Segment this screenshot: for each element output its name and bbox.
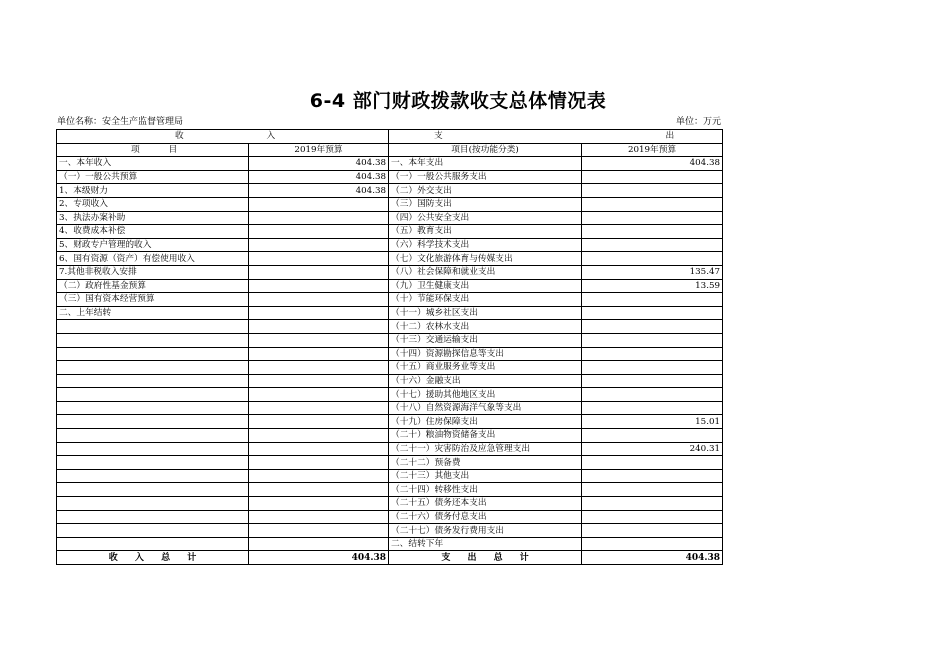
expense-item-cell: （七）文化旅游体育与传媒支出 [389,252,582,266]
income-value-cell [249,265,389,279]
income-item-cell: 1、本级财力 [57,184,249,198]
income-label-1: 收 [175,131,184,142]
expense-label-1: 支 [434,131,443,142]
expense-header [389,130,723,144]
expense-label-2: 出 [665,131,675,142]
income-total-value: 404.38 [249,551,389,565]
income-value-cell [249,374,389,388]
income-item-cell: （二）政府性基金预算 [57,279,249,293]
income-total-label: 收 入 总 计 [57,551,249,565]
expense-value-cell [582,170,723,184]
table-row [57,211,723,225]
expense-value-cell: 240.31 [582,442,723,456]
expense-item-cell: （五）教育支出 [389,225,582,239]
table-row [57,537,723,551]
income-item-cell [57,442,249,456]
budget-header-b: 2019年预算 [582,143,723,157]
income-item-cell: （一）一般公共预算 [57,170,249,184]
budget-table [56,129,723,565]
income-item-cell: 二、上年结转 [57,306,249,320]
table-row [57,197,723,211]
expense-item-cell: （六）科学技术支出 [389,238,582,252]
table-row [57,469,723,483]
table-row [57,225,723,239]
expense-item-cell: （十）节能环保支出 [389,293,582,307]
expense-value-cell [582,225,723,239]
expense-value-cell [582,306,723,320]
income-item-cell: 3、执法办案补助 [57,211,249,225]
table-row [57,388,723,402]
income-item-cell: 6、国有资源（资产）有偿使用收入 [57,252,249,266]
income-value-cell [249,197,389,211]
expense-item-cell: （十七）援助其他地区支出 [389,388,582,402]
income-value-cell [249,279,389,293]
table-row [57,184,723,198]
income-item-cell: 7.其他非税收入安排 [57,265,249,279]
income-label-2: 入 [266,131,276,142]
expense-value-cell [582,293,723,307]
expense-item-cell: （二十五）债务还本支出 [389,497,582,511]
expense-item-cell: （十一）城乡社区支出 [389,306,582,320]
income-value-cell [249,510,389,524]
expense-value-cell: 404.38 [582,157,723,171]
expense-value-cell [582,483,723,497]
income-item-cell [57,388,249,402]
expense-item-cell: （八）社会保障和就业支出 [389,265,582,279]
income-value-cell [249,361,389,375]
table-row [57,252,723,266]
expense-value-cell [582,320,723,334]
expense-value-cell [582,333,723,347]
expense-item-cell: （二十四）转移性支出 [389,483,582,497]
header-row-2 [57,143,723,157]
item-label-2: 目 [168,144,178,155]
income-item-cell: （三）国有资本经营预算 [57,293,249,307]
income-value-cell [249,333,389,347]
expense-item-cell: （二十七）债务发行费用支出 [389,524,582,538]
income-value-cell [249,456,389,470]
expense-item-cell: （十八）自然资源海洋气象等支出 [389,401,582,415]
unit-line [57,114,721,128]
expense-value-cell [582,537,723,551]
income-value-cell [249,225,389,239]
income-item-cell [57,497,249,511]
income-value-cell [249,306,389,320]
income-value-cell [249,252,389,266]
income-item-cell [57,524,249,538]
table-row [57,238,723,252]
expense-value-cell [582,252,723,266]
expense-item-cell: （二）外交支出 [389,184,582,198]
expense-value-cell: 15.01 [582,415,723,429]
income-item-cell [57,374,249,388]
income-item-cell [57,361,249,375]
expense-total-value: 404.38 [582,551,723,565]
expense-item-cell: （十六）金融支出 [389,374,582,388]
expense-value-cell [582,374,723,388]
income-value-cell [249,537,389,551]
budget-header: 2019年预算 [249,143,389,157]
expense-value-cell [582,211,723,225]
table-row [57,333,723,347]
table-row [57,306,723,320]
income-item-cell [57,469,249,483]
expense-item-cell: （十三）交通运输支出 [389,333,582,347]
unit-name: 单位名称：安全生产监督管理局 [57,117,184,127]
title-text: 6-4 部门财政拨款收支总体情况表 [309,90,607,112]
income-header [57,130,389,144]
income-value-cell [249,347,389,361]
total-row [57,551,723,565]
expense-item-cell: （一）一般公共服务支出 [389,170,582,184]
expense-value-cell [582,497,723,511]
income-value-cell [249,524,389,538]
income-item-cell [57,401,249,415]
expense-value-cell [582,184,723,198]
table-row [57,265,723,279]
table-row [57,483,723,497]
table-row [57,374,723,388]
expense-item-cell: （十五）商业服务业等支出 [389,361,582,375]
income-value-cell [249,483,389,497]
table-row [57,170,723,184]
table-row [57,429,723,443]
header-row-1 [57,130,723,144]
table-row [57,293,723,307]
expense-value-cell [582,524,723,538]
expense-value-cell [582,429,723,443]
expense-item-cell: （二十二）预备费 [389,456,582,470]
income-value-cell: 404.38 [249,157,389,171]
expense-value-cell [582,361,723,375]
income-item-cell [57,456,249,470]
income-item-cell [57,320,249,334]
income-item-cell [57,483,249,497]
income-item-cell [57,510,249,524]
income-value-cell [249,293,389,307]
currency-unit: 单位：万元 [675,117,721,127]
expense-value-cell: 135.47 [582,265,723,279]
expense-value-cell [582,401,723,415]
table-row [57,415,723,429]
expense-item-cell: 一、本年支出 [389,157,582,171]
income-item-cell [57,429,249,443]
item-header [57,143,249,157]
income-value-cell [249,388,389,402]
income-item-cell [57,537,249,551]
income-item-cell [57,347,249,361]
expense-item-cell: （十四）资源勘探信息等支出 [389,347,582,361]
table-row [57,442,723,456]
income-item-cell: 一、本年收入 [57,157,249,171]
income-item-cell: 5、财政专户管理的收入 [57,238,249,252]
table-row [57,279,723,293]
page-title [0,86,936,113]
table-row [57,524,723,538]
table-row [57,510,723,524]
income-value-cell [249,497,389,511]
table-row [57,157,723,171]
table-row [57,401,723,415]
table-row [57,497,723,511]
income-value-cell [249,469,389,483]
expense-item-cell: （四）公共安全支出 [389,211,582,225]
income-value-cell [249,320,389,334]
income-item-cell: 2、专项收入 [57,197,249,211]
expense-item-cell: （二十三）其他支出 [389,469,582,483]
expense-item-cell: （二十一）灾害防治及应急管理支出 [389,442,582,456]
expense-item-cell: （三）国防支出 [389,197,582,211]
income-value-cell [249,211,389,225]
income-item-cell [57,415,249,429]
income-value-cell [249,442,389,456]
expense-item-cell: （十九）住房保障支出 [389,415,582,429]
expense-item-cell: （九）卫生健康支出 [389,279,582,293]
table-row [57,347,723,361]
item-label-1: 项 [131,144,140,155]
income-value-cell: 404.38 [249,170,389,184]
expense-value-cell [582,456,723,470]
table-row [57,456,723,470]
income-value-cell [249,401,389,415]
expense-item-cell: （二十六）债务付息支出 [389,510,582,524]
income-value-cell [249,238,389,252]
expense-item-cell: （十二）农林水支出 [389,320,582,334]
income-item-cell [57,333,249,347]
expense-value-cell [582,347,723,361]
income-item-cell: 4、收费成本补偿 [57,225,249,239]
expense-value-cell [582,510,723,524]
function-item-header: 项目(按功能分类) [389,143,582,157]
income-value-cell [249,429,389,443]
table-row [57,361,723,375]
expense-total-label: 支 出 总 计 [389,551,582,565]
expense-item-cell: （二十）粮油物资储备支出 [389,429,582,443]
expense-value-cell [582,469,723,483]
income-value-cell: 404.38 [249,184,389,198]
table-row [57,320,723,334]
expense-value-cell [582,197,723,211]
expense-value-cell: 13.59 [582,279,723,293]
expense-value-cell [582,238,723,252]
income-value-cell [249,415,389,429]
expense-item-cell: 二、结转下年 [389,537,582,551]
expense-value-cell [582,388,723,402]
